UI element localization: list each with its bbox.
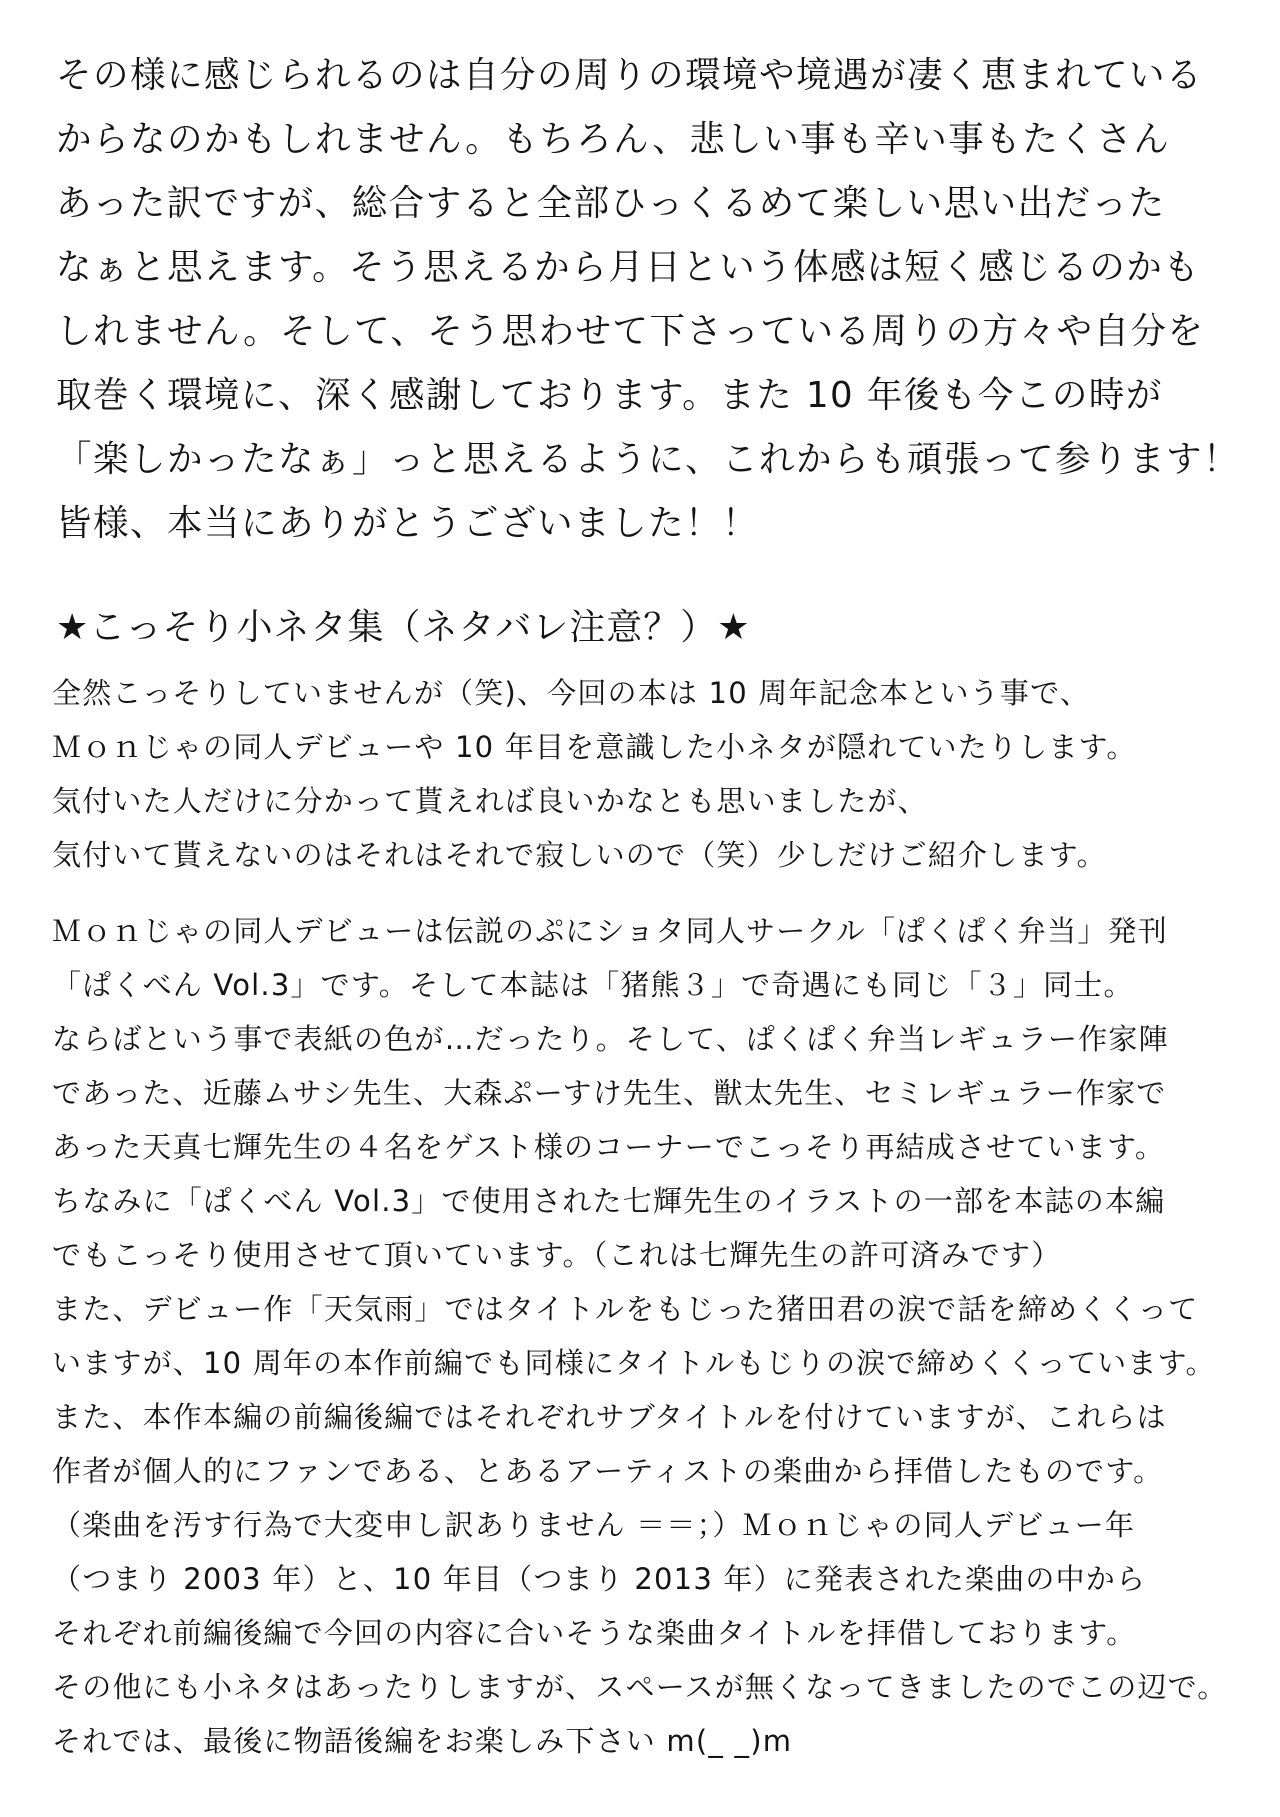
intro-line-4: なぁと思えます。そう思えるから月日という体感は短く感じるのかも	[56, 247, 1201, 288]
intro-paragraph	[56, 44, 1256, 556]
notes-body-line-15: その他にも小ネタはあったりしますが、スペースが無くなってきましたのでこの辺で。	[52, 1670, 1228, 1704]
notes-body-line-12: （楽曲を汚す行為で大変申し訳ありません ＝＝；）Ｍｏｎじゃの同人デビュー年	[52, 1508, 1136, 1542]
notes-body-paragraph	[52, 904, 1227, 1768]
intro-line-2: からなのかもしれません。もちろん、悲しい事も辛い事もたくさん	[56, 119, 1171, 160]
section-heading: ★こっそり小ネタ集（ネタバレ注意？）★	[56, 607, 751, 648]
notes-intro-paragraph	[52, 666, 1137, 882]
notes-body-line-16: それでは、最後に物語後編をお楽しみ下さい m(_ _)m	[52, 1724, 793, 1758]
notes-intro-line-1: 全然こっそりしていませんが（笑)、今回の本は 10 周年記念本という事で、	[52, 676, 1090, 710]
intro-line-8: 皆様、本当にありがとうございました！！	[56, 503, 760, 544]
notes-body-line-8: また、デビュー作「天気雨」ではタイトルをもじった猪田君の涙で話を締めくくって	[52, 1292, 1199, 1326]
notes-body-line-11: 作者が個人的にファンである、とあるアーティストの楽曲から拝借したものです。	[52, 1454, 1164, 1488]
notes-body-line-5: あった天真七輝先生の４名をゲスト様のコーナーでこっそり再結成させています。	[52, 1130, 1166, 1164]
notes-intro-line-4: 気付いて貰えないのはそれはそれで寂しいので（笑）少しだけご紹介します。	[52, 838, 1107, 872]
intro-line-1: その様に感じられるのは自分の周りの環境や境遇が凄く恵まれている	[56, 55, 1204, 96]
notes-body-line-10: また、本作本編の前編後編ではそれぞれサブタイトルを付けていますが、これらは	[52, 1400, 1167, 1434]
intro-line-7: 「楽しかったなぁ」っと思えるように、これからも頑張って参ります！	[56, 439, 1241, 480]
notes-body-line-3: ならばという事で表紙の色が…だったり。そして、ぱくぱく弁当レギュラー作家陣	[52, 1022, 1169, 1056]
intro-line-5: しれません。そして、そう思わせて下さっている周りの方々や自分を	[56, 311, 1205, 352]
notes-body-line-2: 「ぱくべん Vol.3」です。そして本誌は「猪熊３」で奇遇にも同じ「３」同士。	[52, 968, 1134, 1002]
notes-body-line-7: でもこっそり使用させて頂いています。（これは七輝先生の許可済みです）	[52, 1238, 1062, 1272]
notes-body-line-1: Ｍｏｎじゃの同人デビューは伝説のぷにショタ同人サークル「ぱくぱく弁当」発刊	[52, 914, 1168, 948]
notes-body-line-13: （つまり 2003 年）と、10 年目（つまり 2013 年）に発表された楽曲の中から	[52, 1562, 1147, 1596]
notes-body-line-9: いますが、10 周年の本作前編でも同様にタイトルもじりの涙で締めくくっています。	[52, 1346, 1216, 1380]
intro-line-3: あった訳ですが、総合すると全部ひっくるめて楽しい思い出だった	[56, 183, 1166, 224]
notes-intro-line-3: 気付いた人だけに分かって貰えれば良いかなとも思いましたが、	[52, 784, 928, 818]
notes-body-line-14: それぞれ前編後編で今回の内容に合いそうな楽曲タイトルを拝借しております。	[52, 1616, 1137, 1650]
intro-line-6: 取巻く環境に、深く感謝しております。また 10 年後も今この時が	[56, 375, 1163, 416]
notes-intro-line-2: Ｍｏｎじゃの同人デビューや 10 年目を意識した小ネタが隠れていたりします。	[52, 730, 1137, 764]
notes-body-line-6: ちなみに「ぱくべん Vol.3」で使用された七輝先生のイラストの一部を本誌の本編	[52, 1184, 1166, 1218]
notes-body-line-4: であった、近藤ムサシ先生、大森ぷーすけ先生、獣太先生、セミレギュラー作家で	[52, 1076, 1167, 1110]
